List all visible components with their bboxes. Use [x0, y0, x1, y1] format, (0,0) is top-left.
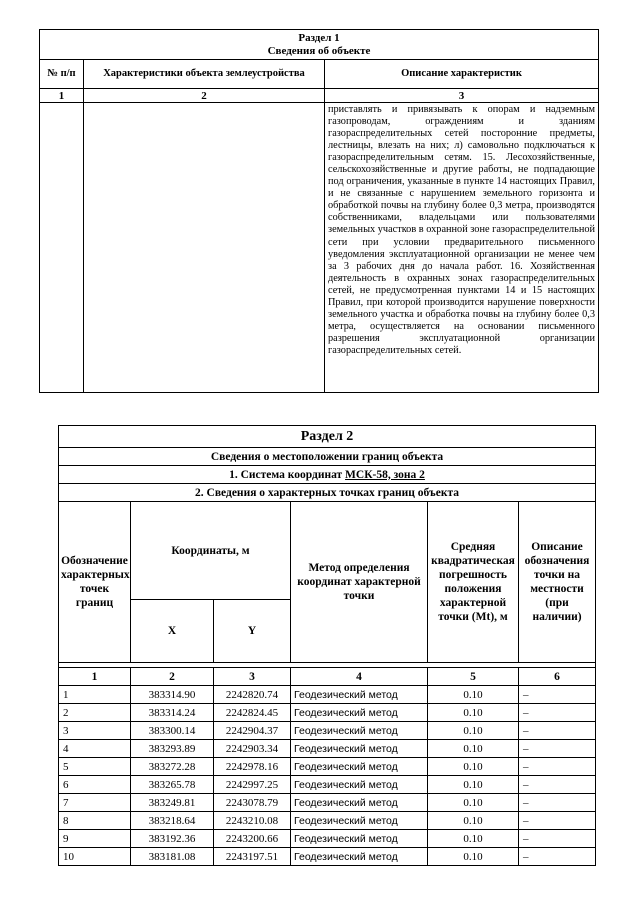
point-x: 383293.89 [131, 740, 214, 758]
point-error: 0.10 [428, 812, 519, 830]
point-error: 0.10 [428, 686, 519, 704]
section1-col3-header: Описание характеристик [325, 60, 599, 89]
section1-colnum-2: 2 [84, 89, 325, 103]
point-description: – [519, 722, 596, 740]
point-x: 383181.08 [131, 848, 214, 866]
point-x: 383272.28 [131, 758, 214, 776]
section1-title-line2: Сведения об объекте [267, 44, 371, 57]
point-method: Геодезический метод [291, 758, 428, 776]
point-number: 5 [59, 758, 131, 776]
section1-empty-cell-1 [40, 103, 84, 393]
section1-colnum-1: 1 [40, 89, 84, 103]
point-y: 2243197.51 [214, 848, 291, 866]
point-error: 0.10 [428, 758, 519, 776]
point-description: – [519, 686, 596, 704]
point-number: 7 [59, 794, 131, 812]
table-row [59, 848, 596, 866]
point-description: – [519, 776, 596, 794]
point-number: 10 [59, 848, 131, 866]
coordinate-system [59, 466, 596, 484]
point-number: 8 [59, 812, 131, 830]
point-method: Геодезический метод [291, 812, 428, 830]
point-x: 383300.14 [131, 722, 214, 740]
point-description: – [519, 794, 596, 812]
point-y: 2243210.08 [214, 812, 291, 830]
point-method: Геодезический метод [291, 722, 428, 740]
colnum-5: 5 [428, 668, 519, 686]
table-row [59, 812, 596, 830]
point-y: 2242820.74 [214, 686, 291, 704]
header-x: X [131, 600, 214, 663]
point-number: 3 [59, 722, 131, 740]
point-x: 383218.64 [131, 812, 214, 830]
point-number: 6 [59, 776, 131, 794]
point-y: 2242904.37 [214, 722, 291, 740]
header-designation: Обозначение характерных точек границ [59, 502, 131, 663]
table-row [59, 830, 596, 848]
point-number: 4 [59, 740, 131, 758]
point-method: Геодезический метод [291, 740, 428, 758]
point-number: 9 [59, 830, 131, 848]
point-x: 383192.36 [131, 830, 214, 848]
colnum-3: 3 [214, 668, 291, 686]
point-method: Геодезический метод [291, 686, 428, 704]
section2-subtitle: Сведения о местоположении границ объекта [59, 448, 596, 466]
colnum-2: 2 [131, 668, 214, 686]
table-row [59, 686, 596, 704]
coord-system-prefix: 1. Система координат [229, 468, 346, 481]
point-x: 383249.81 [131, 794, 214, 812]
point-description: – [519, 812, 596, 830]
table-row [59, 794, 596, 812]
section1-title [40, 30, 599, 60]
table-row [59, 722, 596, 740]
colnum-1: 1 [59, 668, 131, 686]
point-y: 2242997.25 [214, 776, 291, 794]
table-row [59, 740, 596, 758]
table-row [59, 776, 596, 794]
section1-empty-cell-2 [84, 103, 325, 393]
point-error: 0.10 [428, 704, 519, 722]
point-error: 0.10 [428, 794, 519, 812]
coord-system-value: МСК-58, зона 2 [345, 468, 425, 481]
points-title: 2. Сведения о характерных точках границ объекта [59, 484, 596, 502]
point-description: – [519, 848, 596, 866]
point-error: 0.10 [428, 830, 519, 848]
header-description: Описание обозначения точки на местности (при наличии) [519, 502, 596, 663]
point-method: Геодезический метод [291, 830, 428, 848]
header-error: Средняя квадратическая погрешность положения характерной точки (Mt), м [428, 502, 519, 663]
section2-table [58, 425, 596, 866]
header-coordinates: Координаты, м [131, 502, 291, 600]
section1-colnum-3: 3 [325, 89, 599, 103]
point-description: – [519, 704, 596, 722]
point-y: 2242903.34 [214, 740, 291, 758]
section1-description: приставлять и привязывать к опорам и надземным газопроводам, ограждениям и зданиям газораспределительных сетей посторонние предметы, лестницы, влезать на них; л) самовольно подключаться к газораспределительным сетям. 15. Лесохозяйственные, сельскохозяйственные и другие работы, не подпадающие под ограничения, указанные в пункте 14 настоящих Правил, и не связанные с нарушением земельного горизонта и обработкой почвы на глубину более 0,3 метра, производятся собственниками, владельцами или пользователями земельных участков в охранной зоне газораспределительной сети при условии предварительного письменного уведомления эксплуатационной организации не менее чем за 3 рабочих дня до начала работ. 16. Хозяйственная деятельность в охранных зонах газораспределительных сетей, не предусмотренная пунктами 14 и 15 настоящих Правил, при которой производится нарушение поверхности земельного участка и обработка почвы на глубину более 0,3 метра, осуществляется на основании письменного разрешения эксплуатационной организации газораспределительных сетей. [325, 103, 599, 393]
table-row [59, 758, 596, 776]
colnum-4: 4 [291, 668, 428, 686]
point-y: 2242978.16 [214, 758, 291, 776]
point-description: – [519, 830, 596, 848]
point-method: Геодезический метод [291, 704, 428, 722]
point-description: – [519, 758, 596, 776]
point-y: 2242824.45 [214, 704, 291, 722]
point-error: 0.10 [428, 848, 519, 866]
points-table-body [59, 686, 596, 866]
table-row [59, 704, 596, 722]
section1-title-line1: Раздел 1 [298, 31, 340, 44]
point-y: 2243078.79 [214, 794, 291, 812]
colnum-6: 6 [519, 668, 596, 686]
point-error: 0.10 [428, 722, 519, 740]
point-error: 0.10 [428, 776, 519, 794]
point-method: Геодезический метод [291, 848, 428, 866]
section1-col1-header: № п/п [40, 60, 84, 89]
header-method: Метод определения координат характерной точки [291, 502, 428, 663]
point-x: 383265.78 [131, 776, 214, 794]
point-y: 2243200.66 [214, 830, 291, 848]
point-error: 0.10 [428, 740, 519, 758]
point-method: Геодезический метод [291, 794, 428, 812]
section1-col2-header: Характеристики объекта землеустройства [84, 60, 325, 89]
point-x: 383314.24 [131, 704, 214, 722]
point-x: 383314.90 [131, 686, 214, 704]
section1-table [39, 29, 599, 393]
header-y: Y [214, 600, 291, 663]
point-number: 1 [59, 686, 131, 704]
section2-title: Раздел 2 [59, 426, 596, 448]
point-method: Геодезический метод [291, 776, 428, 794]
point-number: 2 [59, 704, 131, 722]
point-description: – [519, 740, 596, 758]
